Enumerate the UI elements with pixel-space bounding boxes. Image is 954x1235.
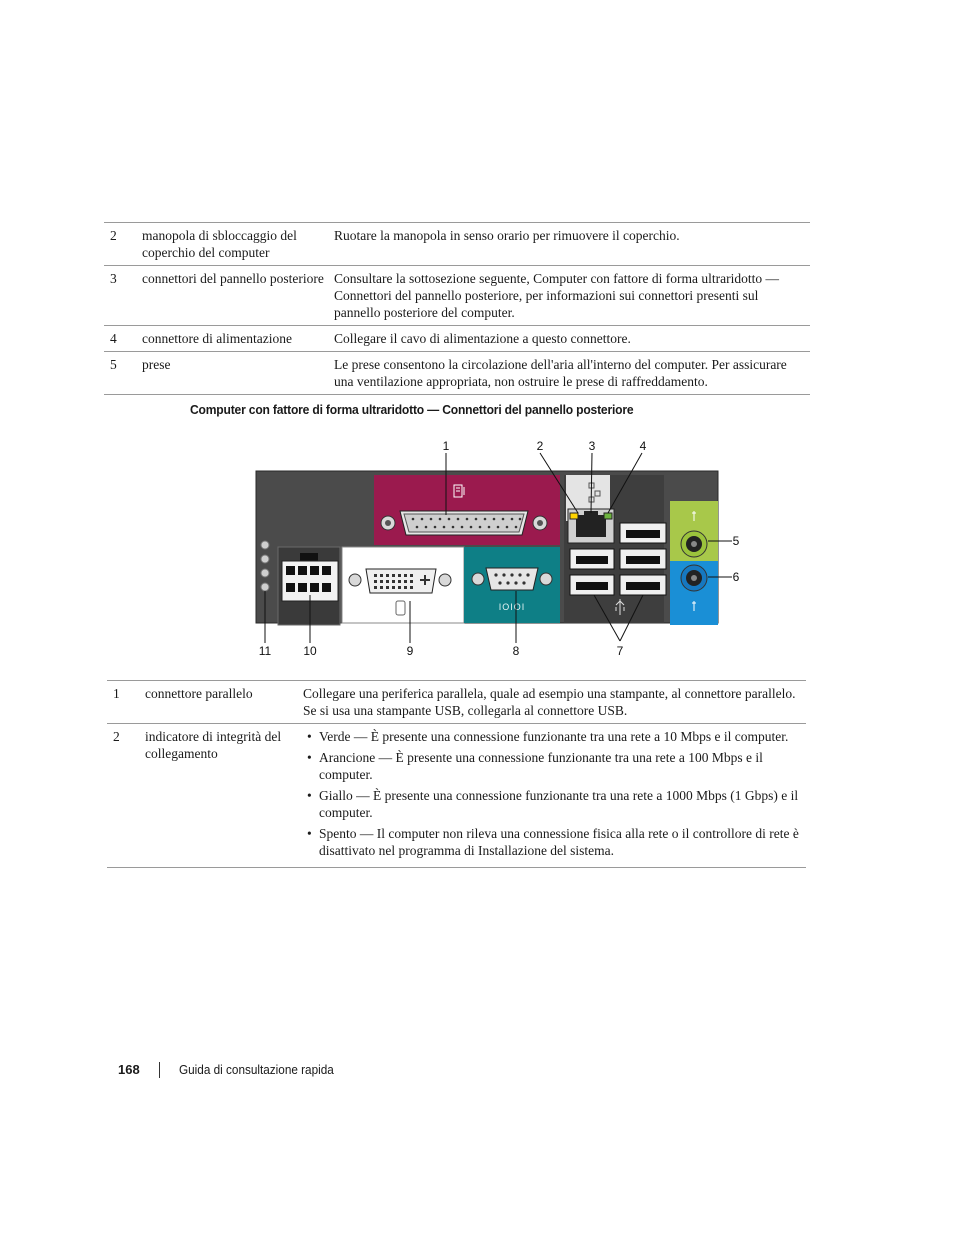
- callout-10: 10: [303, 644, 317, 658]
- row-number: 2: [113, 729, 120, 744]
- row-description: Le prese consentono la circolazione dell'aria all'interno del computer. Per assicurare una ventilazione appropriata, non ostruire le prese di raffreddamento.: [334, 357, 787, 389]
- list-item: • Verde — È presente una connessione funzionante tra una rete a 10 Mbps e il computer.: [303, 728, 802, 745]
- footer-divider: [159, 1062, 160, 1078]
- row-name: connettore di alimentazione: [142, 331, 292, 346]
- top-table: [104, 222, 810, 395]
- list-item: • Giallo — È presente una connessione funzionante tra una rete a 1000 Mbps (1 Gbps) e il computer.: [303, 787, 802, 821]
- line-in-connector: [681, 565, 707, 591]
- callout-1: 1: [442, 439, 450, 453]
- table-row: [104, 266, 810, 326]
- bullet-list: [303, 728, 802, 859]
- back-panel-figure: [250, 435, 740, 665]
- table-row: [104, 352, 810, 395]
- row-description: Consultare la sottosezione seguente, Computer con fattore di forma ultraridotto — Connettori del pannello posteriore, per informazioni sui connettori presenti sul pannello posteriore del computer.: [334, 271, 780, 320]
- table-row: [104, 326, 810, 352]
- row-name: prese: [142, 357, 171, 372]
- table-row: [104, 223, 810, 266]
- row-number: 2: [110, 228, 117, 243]
- page-number: 168: [118, 1062, 140, 1077]
- section-heading: Computer con fattore di forma ultraridotto — Connettori del pannello posteriore: [190, 402, 634, 417]
- power-connector: [278, 547, 340, 625]
- row-name: indicatore di integrità del collegamento: [145, 729, 282, 761]
- list-item: • Spento — Il computer non rileva una connessione fisica alla rete o il controllore di rete è disattivato nel programma di Installazione del sistema.: [303, 825, 802, 859]
- row-name: connettori del pannello posteriore: [142, 271, 324, 286]
- callout-8: 8: [512, 644, 520, 658]
- callout-7: 7: [616, 644, 624, 658]
- callout-6: 6: [732, 570, 740, 584]
- callout-11: 11: [258, 644, 272, 658]
- callout-2: 2: [536, 439, 544, 453]
- table-row: [107, 724, 806, 868]
- line-out-connector: [681, 531, 707, 557]
- row-number: 3: [110, 271, 117, 286]
- callout-5: 5: [732, 534, 740, 548]
- footer-title: Guida di consultazione rapida: [179, 1063, 334, 1077]
- callout-9: 9: [406, 644, 414, 658]
- row-number: 5: [110, 357, 117, 372]
- row-description: Collegare il cavo di alimentazione a questo connettore.: [334, 331, 631, 346]
- row-description: Collegare una periferica parallela, quale ad esempio una stampante, al connettore parallelo. Se si usa una stampante USB, collegarla al connettore USB.: [303, 686, 796, 718]
- row-number: 1: [113, 686, 120, 701]
- parallel-connector: [381, 511, 547, 535]
- callout-3: 3: [588, 439, 596, 453]
- bottom-table: [107, 680, 806, 868]
- network-connector: [568, 509, 614, 543]
- row-description: Ruotare la manopola in senso orario per rimuovere il coperchio.: [334, 228, 680, 243]
- serial-label: IOIOI: [498, 602, 526, 612]
- row-name: manopola di sbloccaggio del coperchio del computer: [142, 228, 297, 260]
- list-item: • Arancione — È presente una connessione funzionante tra una rete a 100 Mbps e il computer.: [303, 749, 802, 783]
- callout-4: 4: [639, 439, 647, 453]
- row-number: 4: [110, 331, 117, 346]
- row-description: [299, 724, 806, 868]
- table-row: [107, 681, 806, 724]
- row-name: connettore parallelo: [145, 686, 253, 701]
